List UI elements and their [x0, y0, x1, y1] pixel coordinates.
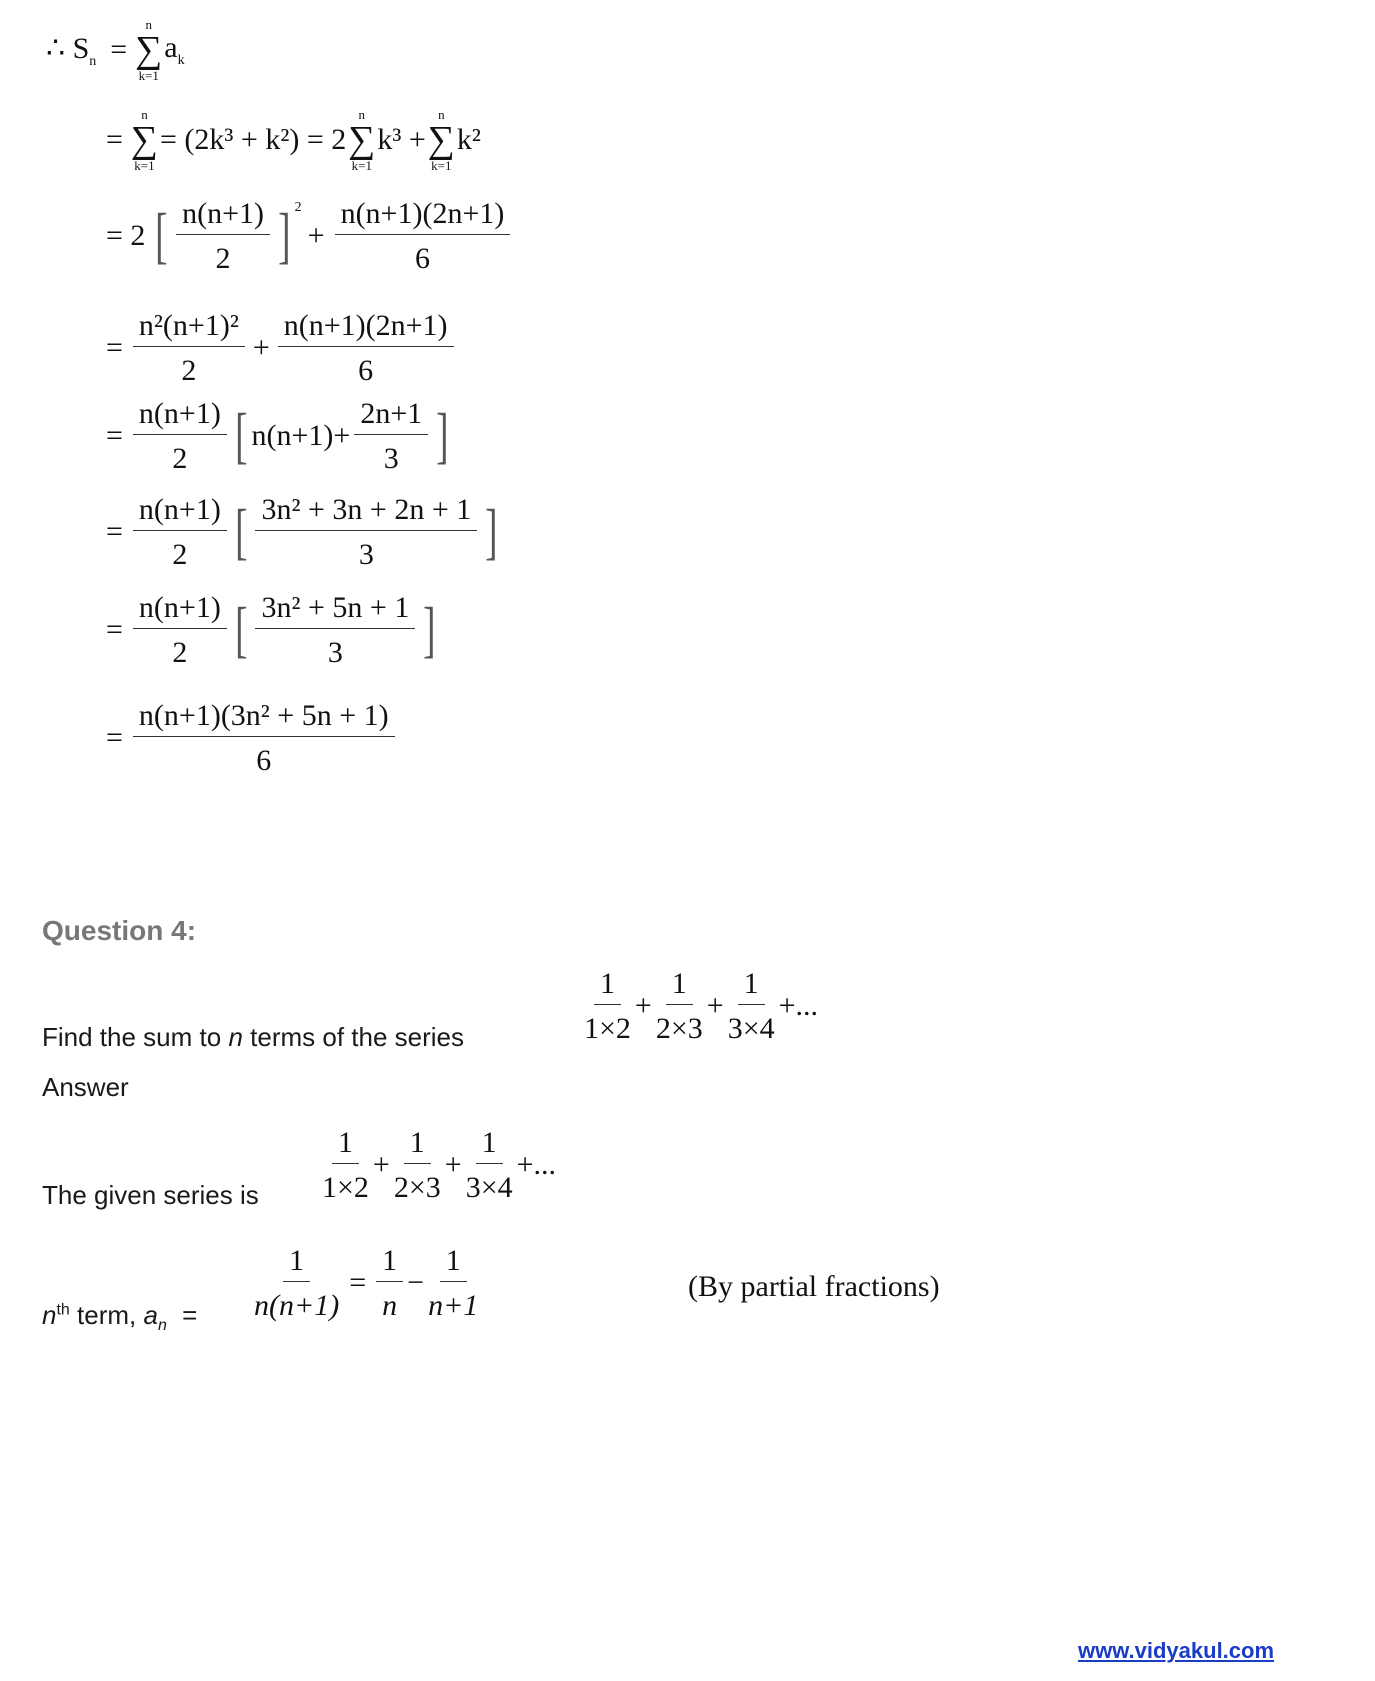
sigma-symbol: n ∑ k=1: [130, 107, 159, 173]
step2-tail: k²: [456, 123, 481, 156]
fraction: $\frac{n(n+1)}{2}$: [133, 398, 227, 474]
derivation-step-6: = $\frac{n(n+1)}{2}$ [ $\frac{\text{3n² + 3n + 2n + 1}}{3}$ ]: [106, 493, 498, 571]
fraction: $\frac{\text{3n² + 5n + 1}}{3}$: [255, 592, 415, 668]
derivation-step-3: = 2 [ $\frac{n(n+1)}{2}$ ] $^2$ + $\frac{n(n+1)(2n+1)}{6}$: [106, 198, 514, 274]
fraction: $\frac{\text{n(n+1)(3n² + 5n + 1)}}{6}$: [133, 700, 395, 776]
given-series: $\frac{1}{1\times 2}$ + $\frac{1}{2\times 3}$ + $\frac{1}{3\times 4}$ +...: [322, 1126, 557, 1204]
derivation-step-2: = n ∑ k=1 = (2k³ + k²) = 2 n ∑ k=1 k³ + n ∑ k=1 k²: [106, 107, 481, 173]
derivation-step-5: = $\frac{n(n+1)}{2}$ [ n(n+1)+ $\frac{2n+1}{3}$ ]: [106, 397, 449, 475]
step2-expr: = (2k³ + k²) = 2: [160, 123, 347, 156]
fraction: $\frac{n(n+1)(2n+1)}{6}$: [278, 310, 454, 386]
partial-fractions-note: (By partial fractions): [688, 1270, 940, 1303]
sigma-symbol: n ∑ k=1: [135, 17, 163, 83]
fraction: $\frac{2n+1}{3}$: [354, 398, 428, 474]
question-prompt: Find the sum to n terms of the series: [42, 1022, 464, 1052]
series-term: $\frac{1}{2\times 3}$: [393, 1126, 441, 1204]
fraction: $\frac{\text{3n² + 3n + 2n + 1}}{3}$: [255, 494, 477, 570]
fraction: $\frac{\text{n²(n+1)²}}{2}$: [133, 310, 245, 386]
derivation-step-7: = $\frac{n(n+1)}{2}$ [ $\frac{\text{3n² + 5n + 1}}{3}$ ]: [106, 591, 436, 669]
sigma-symbol: n ∑ k=1: [348, 107, 376, 173]
given-series-label: The given series is: [42, 1180, 259, 1210]
fraction: $\frac{n(n+1)(2n+1)}{6}$: [335, 198, 511, 274]
inner-expression: n(n+1)+: [251, 419, 351, 452]
fraction: $\frac{n(n+1)}{2}$: [133, 494, 227, 570]
fraction: $\frac{n(n+1)}{2}$: [176, 198, 270, 274]
fraction: $\frac{n(n+1)}{2}$: [133, 592, 227, 668]
series-term: $\frac{1}{3\times 4}$: [465, 1126, 513, 1204]
derivation-step-4: = $\frac{\text{n²(n+1)²}}{2}$ + $\frac{n(n+1)(2n+1)}{6}$: [106, 310, 458, 386]
footer-link[interactable]: www.vidyakul.com: [1078, 1638, 1275, 1663]
fraction: $\frac{1}{n}$: [376, 1245, 403, 1321]
step2-middle: k³ +: [377, 123, 426, 156]
derivation-step-1: ∴ $S_n$ = n ∑ k=1 $a_k$: [46, 17, 185, 83]
series-term: $\frac{1}{2\times 3}$: [655, 967, 703, 1045]
nth-term-expression: $\frac{1}{n(n+1)}$ = $\frac{1}{n}$ − $\frac{1}{n+1}$: [254, 1244, 479, 1322]
series-term: $\frac{1}{1\times 2}$: [322, 1126, 369, 1204]
lead-symbol: ∴ $S_n$: [46, 31, 97, 69]
sum-term: $a_k$: [164, 31, 185, 68]
fraction: $\frac{1}{n(n+1)}$: [254, 1244, 340, 1322]
answer-label: Answer: [42, 1072, 129, 1102]
fraction: $\frac{1}{n+1}$: [428, 1244, 479, 1322]
derivation-step-8: = $\frac{\text{n(n+1)(3n² + 5n + 1)}}{6}$: [106, 700, 399, 776]
series-term: $\frac{1}{3\times 4}$: [727, 967, 775, 1045]
series-term: $\frac{1}{1\times 2}$: [584, 967, 631, 1045]
nth-term-label: $n^{th}$ term, $a_n$ =: [42, 1300, 198, 1335]
sigma-symbol: n ∑ k=1: [427, 107, 455, 173]
question-series: $\frac{1}{1\times 2}$ + $\frac{1}{2\times 3}$ + $\frac{1}{3\times 4}$ +...: [584, 967, 819, 1045]
question-heading: Question 4:: [42, 915, 197, 946]
